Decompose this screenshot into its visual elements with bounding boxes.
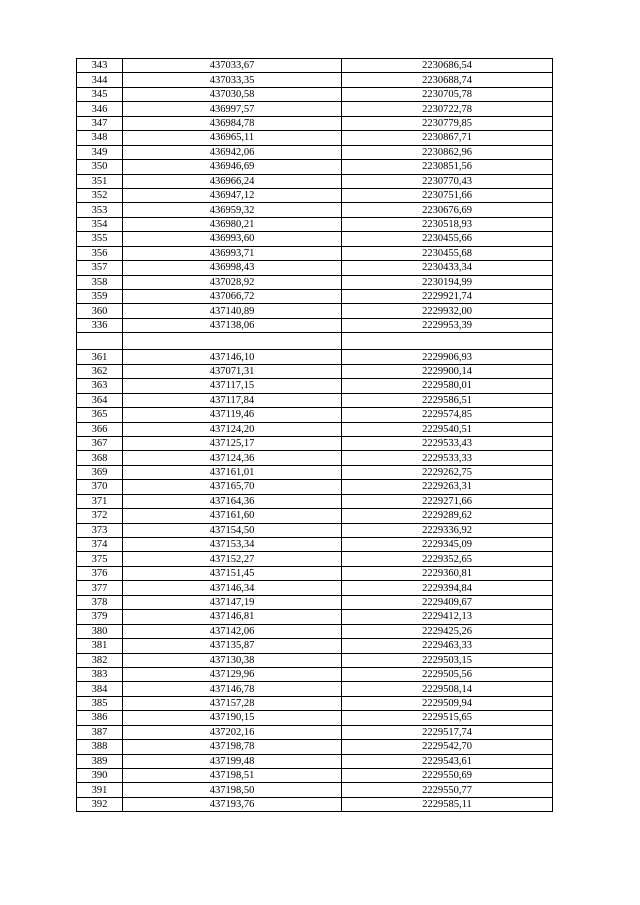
- y-coordinate-cell: 2230770,43: [342, 174, 553, 188]
- x-coordinate-cell: 437151,45: [123, 566, 342, 580]
- x-coordinate-cell: 437146,10: [123, 350, 342, 364]
- table-row: [77, 102, 553, 116]
- x-coordinate-cell: 437198,51: [123, 769, 342, 783]
- y-coordinate-cell: 2230751,66: [342, 188, 553, 202]
- y-coordinate-cell: 2229533,43: [342, 436, 553, 450]
- x-coordinate-cell: 436959,32: [123, 203, 342, 217]
- x-coordinate-cell: 436966,24: [123, 174, 342, 188]
- table-row: [77, 393, 553, 407]
- x-coordinate-cell: 436946,69: [123, 160, 342, 174]
- point-number-cell: 358: [77, 275, 123, 289]
- point-number-cell: 379: [77, 610, 123, 624]
- x-coordinate-cell: 436965,11: [123, 131, 342, 145]
- x-coordinate-cell: 437028,92: [123, 275, 342, 289]
- table-row: [77, 145, 553, 159]
- table-row: [77, 364, 553, 378]
- y-coordinate-cell: 2230705,78: [342, 87, 553, 101]
- table-row: [77, 275, 553, 289]
- point-number-cell: 347: [77, 116, 123, 130]
- x-coordinate-cell: 437066,72: [123, 290, 342, 304]
- y-coordinate-cell: 2229508,14: [342, 682, 553, 696]
- point-number-cell: 382: [77, 653, 123, 667]
- x-coordinate-cell: 437117,15: [123, 379, 342, 393]
- x-coordinate-cell: 437198,78: [123, 740, 342, 754]
- point-number-cell: 355: [77, 232, 123, 246]
- point-number-cell: 343: [77, 59, 123, 73]
- y-coordinate-cell: 2230867,71: [342, 131, 553, 145]
- table-row: [77, 246, 553, 260]
- y-coordinate-cell: 2229409,67: [342, 595, 553, 609]
- x-coordinate-cell: 436947,12: [123, 188, 342, 202]
- table-row: [77, 217, 553, 231]
- x-coordinate-cell: 437125,17: [123, 436, 342, 450]
- x-coordinate-cell: 437153,34: [123, 538, 342, 552]
- table-row: [77, 174, 553, 188]
- table-row: [77, 552, 553, 566]
- y-coordinate-cell: 2229543,61: [342, 754, 553, 768]
- point-number-cell: 373: [77, 523, 123, 537]
- table-row: [77, 350, 553, 364]
- point-number-cell: 392: [77, 797, 123, 811]
- table-row: [77, 639, 553, 653]
- x-coordinate-cell: 436998,43: [123, 261, 342, 275]
- table-row: [77, 581, 553, 595]
- point-number-cell: 385: [77, 696, 123, 710]
- table-row: [77, 116, 553, 130]
- x-coordinate-cell: 437130,38: [123, 653, 342, 667]
- table-row: [77, 494, 553, 508]
- point-number-cell: 377: [77, 581, 123, 595]
- point-number-cell: 383: [77, 667, 123, 681]
- x-coordinate-cell: 436980,21: [123, 217, 342, 231]
- y-coordinate-cell: 2229932,00: [342, 304, 553, 318]
- x-coordinate-cell: 437071,31: [123, 364, 342, 378]
- y-coordinate-cell: 2229360,81: [342, 566, 553, 580]
- x-coordinate-cell: 436997,57: [123, 102, 342, 116]
- point-number-cell: 359: [77, 290, 123, 304]
- point-number-cell: 362: [77, 364, 123, 378]
- y-coordinate-cell: 2229900,14: [342, 364, 553, 378]
- y-coordinate-cell: 2229517,74: [342, 725, 553, 739]
- point-number-cell: 357: [77, 261, 123, 275]
- x-coordinate-cell: 437033,35: [123, 73, 342, 87]
- table-row: [77, 696, 553, 710]
- table-row: [77, 87, 553, 101]
- point-number-cell: 351: [77, 174, 123, 188]
- table-row: [77, 304, 553, 318]
- point-number-cell: 390: [77, 769, 123, 783]
- table-row: [77, 422, 553, 436]
- x-coordinate-cell: 437147,19: [123, 595, 342, 609]
- y-coordinate-cell: 2229263,31: [342, 480, 553, 494]
- table-row: [77, 436, 553, 450]
- table-row: [77, 379, 553, 393]
- point-number-cell: 389: [77, 754, 123, 768]
- point-number-cell: 336: [77, 318, 123, 332]
- point-number-cell: 350: [77, 160, 123, 174]
- table-row: [77, 188, 553, 202]
- y-coordinate-cell: 2229550,77: [342, 783, 553, 797]
- point-number-cell: 354: [77, 217, 123, 231]
- table-row: [77, 408, 553, 422]
- point-number-cell: 371: [77, 494, 123, 508]
- point-number-cell: 391: [77, 783, 123, 797]
- table-row: [77, 783, 553, 797]
- table-row: [77, 318, 553, 332]
- point-number-cell: 387: [77, 725, 123, 739]
- table-row: [77, 160, 553, 174]
- y-coordinate-cell: 2229412,13: [342, 610, 553, 624]
- x-coordinate-cell: 437124,36: [123, 451, 342, 465]
- table-row: [77, 451, 553, 465]
- point-number-cell: 361: [77, 350, 123, 364]
- table-row: [77, 754, 553, 768]
- y-coordinate-cell: 2230722,78: [342, 102, 553, 116]
- table-row: [77, 653, 553, 667]
- x-coordinate-cell: 437124,20: [123, 422, 342, 436]
- coordinates-table: [76, 58, 553, 812]
- table-row: [77, 797, 553, 811]
- point-number-cell: 366: [77, 422, 123, 436]
- y-coordinate-cell: 2230455,68: [342, 246, 553, 260]
- x-coordinate-cell: 437030,58: [123, 87, 342, 101]
- x-coordinate-cell: 437140,89: [123, 304, 342, 318]
- table-row: [77, 465, 553, 479]
- y-coordinate-cell: 2229262,75: [342, 465, 553, 479]
- y-coordinate-cell: 2230851,56: [342, 160, 553, 174]
- x-coordinate-cell: 437199,48: [123, 754, 342, 768]
- y-coordinate-cell: 2229425,26: [342, 624, 553, 638]
- point-number-cell: 364: [77, 393, 123, 407]
- point-number-cell: 372: [77, 509, 123, 523]
- y-coordinate-cell: 2229336,92: [342, 523, 553, 537]
- y-coordinate-cell: 2229509,94: [342, 696, 553, 710]
- y-coordinate-cell: 2230779,85: [342, 116, 553, 130]
- x-coordinate-cell: 437193,76: [123, 797, 342, 811]
- y-coordinate-cell: 2229505,56: [342, 667, 553, 681]
- table-row: [77, 509, 553, 523]
- x-coordinate-cell: 437161,01: [123, 465, 342, 479]
- point-number-cell: 348: [77, 131, 123, 145]
- table-row: [77, 624, 553, 638]
- point-number-cell: 349: [77, 145, 123, 159]
- point-number-cell: [77, 333, 123, 350]
- y-coordinate-cell: 2230676,69: [342, 203, 553, 217]
- table-row: [77, 73, 553, 87]
- y-coordinate-cell: 2230688,74: [342, 73, 553, 87]
- y-coordinate-cell: 2229586,51: [342, 393, 553, 407]
- y-coordinate-cell: 2229289,62: [342, 509, 553, 523]
- point-number-cell: 381: [77, 639, 123, 653]
- y-coordinate-cell: 2230518,93: [342, 217, 553, 231]
- y-coordinate-cell: 2230862,96: [342, 145, 553, 159]
- y-coordinate-cell: 2229463,33: [342, 639, 553, 653]
- table-row: [77, 538, 553, 552]
- x-coordinate-cell: 437119,46: [123, 408, 342, 422]
- y-coordinate-cell: 2229906,93: [342, 350, 553, 364]
- table-row: [77, 610, 553, 624]
- y-coordinate-cell: 2230433,34: [342, 261, 553, 275]
- point-number-cell: 346: [77, 102, 123, 116]
- x-coordinate-cell: 437198,50: [123, 783, 342, 797]
- y-coordinate-cell: 2229550,69: [342, 769, 553, 783]
- point-number-cell: 365: [77, 408, 123, 422]
- y-coordinate-cell: 2229953,39: [342, 318, 553, 332]
- y-coordinate-cell: 2230455,66: [342, 232, 553, 246]
- x-coordinate-cell: 437164,36: [123, 494, 342, 508]
- table-row: [77, 523, 553, 537]
- table-row: [77, 566, 553, 580]
- y-coordinate-cell: [342, 333, 553, 350]
- point-number-cell: 388: [77, 740, 123, 754]
- y-coordinate-cell: 2229921,74: [342, 290, 553, 304]
- x-coordinate-cell: 437157,28: [123, 696, 342, 710]
- y-coordinate-cell: 2229533,33: [342, 451, 553, 465]
- x-coordinate-cell: 436984,78: [123, 116, 342, 130]
- y-coordinate-cell: 2229515,65: [342, 711, 553, 725]
- x-coordinate-cell: 437129,96: [123, 667, 342, 681]
- x-coordinate-cell: 437033,67: [123, 59, 342, 73]
- x-coordinate-cell: 437161,60: [123, 509, 342, 523]
- point-number-cell: 352: [77, 188, 123, 202]
- x-coordinate-cell: [123, 333, 342, 350]
- table-row: [77, 333, 553, 350]
- table-row: [77, 290, 553, 304]
- y-coordinate-cell: 2229271,66: [342, 494, 553, 508]
- y-coordinate-cell: 2229352,65: [342, 552, 553, 566]
- point-number-cell: 368: [77, 451, 123, 465]
- table-row: [77, 769, 553, 783]
- point-number-cell: 369: [77, 465, 123, 479]
- table-row: [77, 595, 553, 609]
- point-number-cell: 384: [77, 682, 123, 696]
- table-row: [77, 667, 553, 681]
- y-coordinate-cell: 2229542,70: [342, 740, 553, 754]
- x-coordinate-cell: 437190,15: [123, 711, 342, 725]
- point-number-cell: 375: [77, 552, 123, 566]
- table-row: [77, 261, 553, 275]
- point-number-cell: 360: [77, 304, 123, 318]
- y-coordinate-cell: 2229345,09: [342, 538, 553, 552]
- x-coordinate-cell: 437117,84: [123, 393, 342, 407]
- x-coordinate-cell: 437152,27: [123, 552, 342, 566]
- table-row: [77, 480, 553, 494]
- x-coordinate-cell: 436993,60: [123, 232, 342, 246]
- point-number-cell: 374: [77, 538, 123, 552]
- x-coordinate-cell: 437138,06: [123, 318, 342, 332]
- table-row: [77, 711, 553, 725]
- y-coordinate-cell: 2229394,84: [342, 581, 553, 595]
- y-coordinate-cell: 2229503,15: [342, 653, 553, 667]
- table-row: [77, 725, 553, 739]
- y-coordinate-cell: 2229540,51: [342, 422, 553, 436]
- point-number-cell: 370: [77, 480, 123, 494]
- x-coordinate-cell: 437165,70: [123, 480, 342, 494]
- table-row: [77, 740, 553, 754]
- table-row: [77, 232, 553, 246]
- point-number-cell: 367: [77, 436, 123, 450]
- x-coordinate-cell: 437146,81: [123, 610, 342, 624]
- point-number-cell: 353: [77, 203, 123, 217]
- table-row: [77, 682, 553, 696]
- x-coordinate-cell: 437146,78: [123, 682, 342, 696]
- y-coordinate-cell: 2229585,11: [342, 797, 553, 811]
- point-number-cell: 356: [77, 246, 123, 260]
- x-coordinate-cell: 436993,71: [123, 246, 342, 260]
- y-coordinate-cell: 2230686,54: [342, 59, 553, 73]
- point-number-cell: 386: [77, 711, 123, 725]
- point-number-cell: 344: [77, 73, 123, 87]
- y-coordinate-cell: 2229574,85: [342, 408, 553, 422]
- y-coordinate-cell: 2229580,01: [342, 379, 553, 393]
- point-number-cell: 363: [77, 379, 123, 393]
- point-number-cell: 345: [77, 87, 123, 101]
- table-row: [77, 131, 553, 145]
- point-number-cell: 378: [77, 595, 123, 609]
- x-coordinate-cell: 437202,16: [123, 725, 342, 739]
- x-coordinate-cell: 437154,50: [123, 523, 342, 537]
- coordinates-table-body: [77, 59, 553, 812]
- y-coordinate-cell: 2230194,99: [342, 275, 553, 289]
- x-coordinate-cell: 437146,34: [123, 581, 342, 595]
- x-coordinate-cell: 437142,06: [123, 624, 342, 638]
- point-number-cell: 376: [77, 566, 123, 580]
- table-row: [77, 203, 553, 217]
- point-number-cell: 380: [77, 624, 123, 638]
- x-coordinate-cell: 436942,06: [123, 145, 342, 159]
- x-coordinate-cell: 437135,87: [123, 639, 342, 653]
- table-row: [77, 59, 553, 73]
